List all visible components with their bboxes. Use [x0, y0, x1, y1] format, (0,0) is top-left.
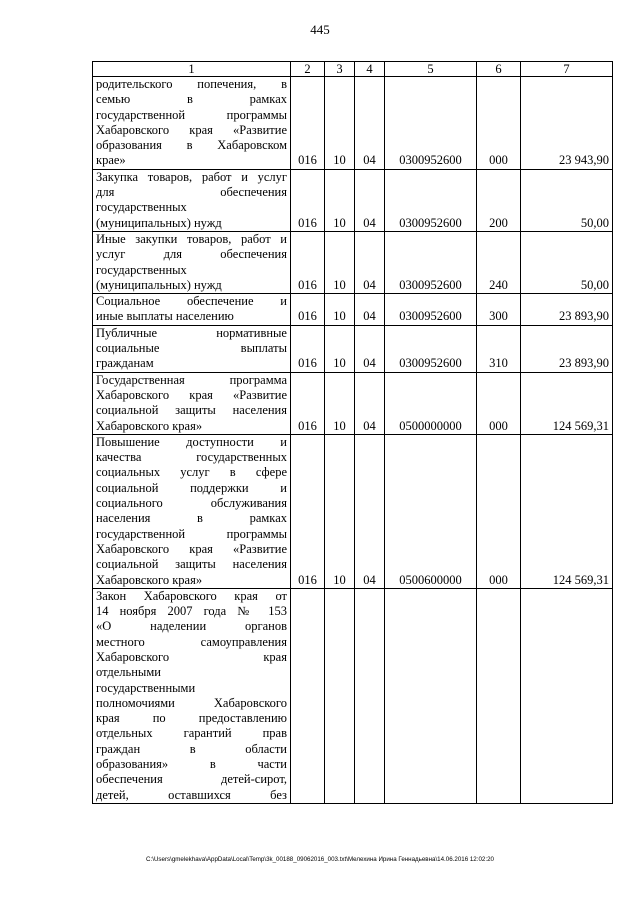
target-article-code [385, 588, 477, 803]
row-name [93, 169, 291, 231]
ministry-code: 016 [291, 231, 325, 293]
row-name-line: образования» в части [96, 757, 287, 772]
subsection-code: 04 [355, 372, 385, 434]
budget-table [92, 61, 613, 804]
row-name-line: Закупка товаров, работ и услуг [96, 169, 287, 184]
amount: 23 943,90 [521, 77, 613, 170]
target-article-code: 0500000000 [385, 372, 477, 434]
row-name-line: иные выплаты населению [96, 309, 234, 324]
table-row [93, 372, 613, 434]
row-name-line: Повышение доступности и [96, 434, 287, 449]
expense-type-code: 200 [477, 169, 521, 231]
expense-type-code: 000 [477, 77, 521, 170]
column-header: 6 [477, 62, 521, 77]
subsection-code: 04 [355, 231, 385, 293]
row-name-line: Хабаровского края «Развитие [96, 387, 287, 402]
expense-type-code: 300 [477, 294, 521, 326]
row-name-line: государственных [96, 262, 187, 277]
row-name-line: Хабаровского края [96, 649, 287, 664]
row-name-line: Иные закупки товаров, работ и [96, 231, 287, 246]
amount: 50,00 [521, 231, 613, 293]
table-row [93, 231, 613, 293]
amount: 23 893,90 [521, 325, 613, 372]
table-row [93, 169, 613, 231]
row-name-line: 14 ноября 2007 года № 153 [96, 604, 287, 619]
target-article-code: 0300952600 [385, 231, 477, 293]
row-name [93, 372, 291, 434]
column-header: 1 [93, 62, 291, 77]
column-header: 5 [385, 62, 477, 77]
ministry-code: 016 [291, 434, 325, 588]
row-name [93, 231, 291, 293]
table-row [93, 588, 613, 803]
row-name-line: детей, оставшихся без [96, 787, 287, 802]
subsection-code: 04 [355, 169, 385, 231]
expense-type-code: 240 [477, 231, 521, 293]
target-article-code: 0300952600 [385, 169, 477, 231]
row-name-line: социальной поддержки и [96, 480, 287, 495]
section-code: 10 [325, 325, 355, 372]
subsection-code: 04 [355, 77, 385, 170]
row-name [93, 294, 291, 326]
section-code: 10 [325, 77, 355, 170]
row-name-line: обеспечения детей-сирот, [96, 772, 287, 787]
column-header: 4 [355, 62, 385, 77]
page-number: 445 [310, 22, 330, 37]
row-name-line: Хабаровского края «Развитие [96, 541, 287, 556]
row-name-line: государственной программы [96, 107, 287, 122]
row-name-line: социальные выплаты [96, 341, 287, 356]
row-name [93, 434, 291, 588]
subsection-code: 04 [355, 325, 385, 372]
column-header: 7 [521, 62, 613, 77]
subsection-code: 04 [355, 294, 385, 326]
section-code: 10 [325, 294, 355, 326]
row-name-line: «О наделении органов [96, 619, 287, 634]
target-article-code: 0300952600 [385, 77, 477, 170]
ministry-code: 016 [291, 77, 325, 170]
section-code: 10 [325, 169, 355, 231]
expense-type-code: 000 [477, 434, 521, 588]
target-article-code: 0500600000 [385, 434, 477, 588]
ministry-code: 016 [291, 294, 325, 326]
table-row [93, 77, 613, 170]
row-name-line: социального обслуживания [96, 496, 287, 511]
row-name-line: отдельными [96, 665, 161, 680]
row-name-line: (муниципальных) нужд [96, 215, 222, 230]
section-code [325, 588, 355, 803]
row-name-line: государственных [96, 200, 187, 215]
row-name-line: услуг для обеспечения [96, 247, 287, 262]
row-name-line: края по предоставлению [96, 711, 287, 726]
ministry-code: 016 [291, 372, 325, 434]
subsection-code: 04 [355, 434, 385, 588]
row-name-line: Хабаровского края» [96, 418, 203, 433]
row-name-line: государственными [96, 680, 196, 695]
amount: 124 569,31 [521, 434, 613, 588]
row-name-line: Хабаровского края» [96, 572, 203, 587]
row-name-line: гражданам [96, 356, 154, 371]
row-name-line: родительского попечения, в [96, 77, 287, 91]
footer-file-path: C:\Users\gmelekhava\AppData\Local\Temp\3k_00188_09062016_003.txt\Мелехина Ирина Геннадьевна\14.06.2016 12:02:20 [146, 856, 494, 863]
row-name-line: образования в Хабаровском [96, 138, 287, 153]
amount [521, 588, 613, 803]
section-code: 10 [325, 372, 355, 434]
expense-type-code [477, 588, 521, 803]
ministry-code: 016 [291, 325, 325, 372]
column-header: 3 [325, 62, 355, 77]
row-name-line: крае» [96, 153, 126, 168]
target-article-code: 0300952600 [385, 294, 477, 326]
section-code: 10 [325, 231, 355, 293]
row-name [93, 325, 291, 372]
row-name-line: социальной защиты населения [96, 403, 287, 418]
table-row [93, 434, 613, 588]
row-name-line: социальных услуг в сфере [96, 465, 287, 480]
row-name-line: полномочиями Хабаровского [96, 695, 287, 710]
row-name-line: отдельных гарантий прав [96, 726, 287, 741]
ministry-code: 016 [291, 169, 325, 231]
column-header: 2 [291, 62, 325, 77]
table-row [93, 294, 613, 326]
row-name [93, 588, 291, 803]
table-row [93, 325, 613, 372]
row-name-line: местного самоуправления [96, 634, 287, 649]
target-article-code: 0300952600 [385, 325, 477, 372]
row-name-line: качества государственных [96, 450, 287, 465]
row-name-line: семью в рамках [96, 92, 287, 107]
amount: 23 893,90 [521, 294, 613, 326]
row-name-line: Государственная программа [96, 372, 287, 387]
row-name-line: Хабаровского края «Развитие [96, 122, 287, 137]
row-name-line: для обеспечения [96, 185, 287, 200]
row-name-line: (муниципальных) нужд [96, 277, 222, 292]
section-code: 10 [325, 434, 355, 588]
expense-type-code: 310 [477, 325, 521, 372]
ministry-code [291, 588, 325, 803]
row-name-line: Закон Хабаровского края от [96, 588, 287, 603]
row-name-line: Публичные нормативные [96, 325, 287, 340]
table-header-row [93, 62, 613, 77]
expense-type-code: 000 [477, 372, 521, 434]
amount: 50,00 [521, 169, 613, 231]
subsection-code [355, 588, 385, 803]
row-name-line: государственной программы [96, 526, 287, 541]
row-name-line: социальной защиты населения [96, 557, 287, 572]
row-name [93, 77, 291, 170]
row-name-line: граждан в области [96, 741, 287, 756]
row-name-line: Социальное обеспечение и [96, 294, 287, 309]
amount: 124 569,31 [521, 372, 613, 434]
row-name-line: населения в рамках [96, 511, 287, 526]
